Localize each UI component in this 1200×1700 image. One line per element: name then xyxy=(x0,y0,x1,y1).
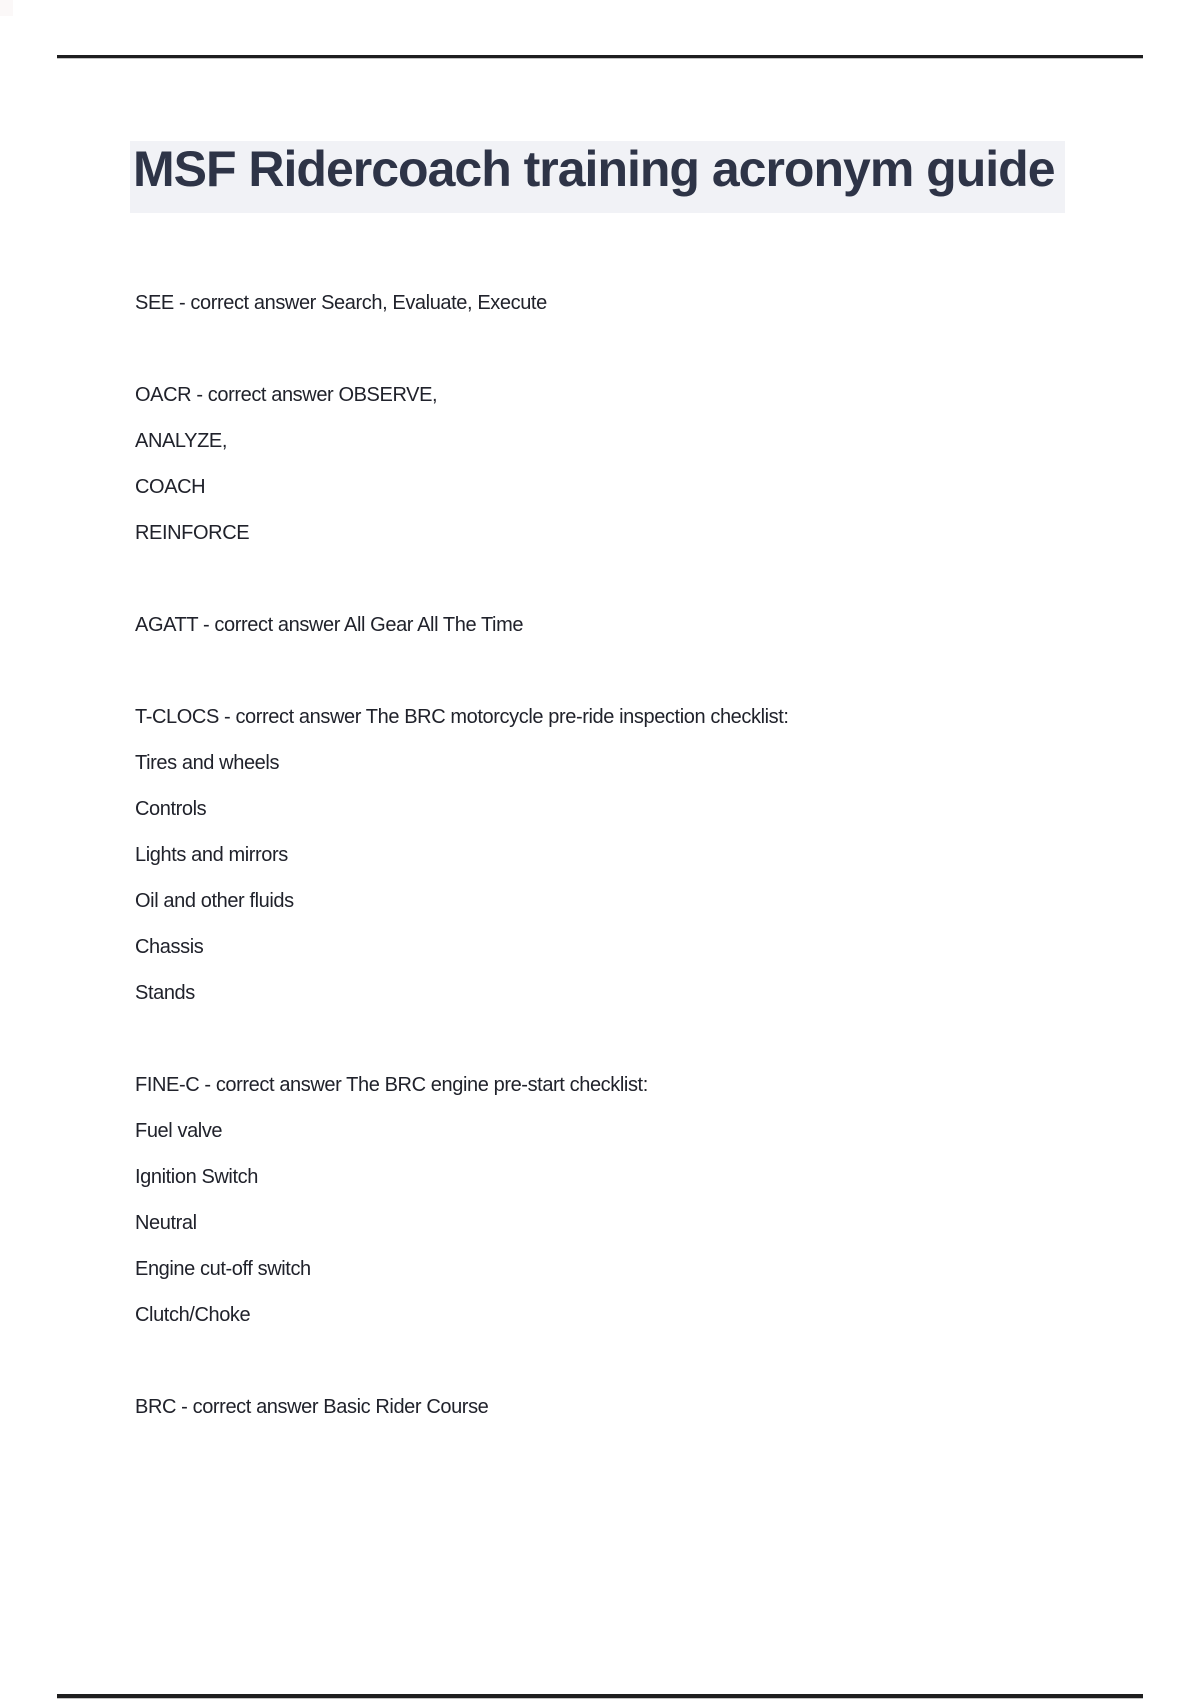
qa-block-see xyxy=(135,280,1140,326)
answer-line: FINE-C - correct answer The BRC engine pre-start checklist: xyxy=(135,1074,648,1096)
answer-line: SEE - correct answer Search, Evaluate, Execute xyxy=(135,292,547,314)
list-line: Clutch/Choke xyxy=(135,1304,251,1326)
answer-line: T-CLOCS - correct answer The BRC motorcycle pre-ride inspection checklist: xyxy=(135,706,789,728)
page-title xyxy=(130,141,1065,213)
list-line: Stands xyxy=(135,982,195,1004)
list-line: COACH xyxy=(135,476,206,498)
list-line: Lights and mirrors xyxy=(135,844,288,866)
list-line: Controls xyxy=(135,798,207,820)
list-line: Tires and wheels xyxy=(135,752,280,774)
list-line: Chassis xyxy=(135,936,204,958)
answer-line: OACR - correct answer OBSERVE, xyxy=(135,384,438,406)
list-line: Neutral xyxy=(135,1212,197,1234)
qa-block-oacr xyxy=(135,372,1140,556)
list-line: Ignition Switch xyxy=(135,1166,258,1188)
qa-block-finec xyxy=(135,1062,1140,1338)
list-line: ANALYZE, xyxy=(135,430,228,452)
document-body xyxy=(135,280,1140,1430)
answer-line: AGATT - correct answer All Gear All The Time xyxy=(135,614,524,636)
list-line: REINFORCE xyxy=(135,522,250,544)
qa-block-tclocs xyxy=(135,694,1140,1016)
list-line: Oil and other fluids xyxy=(135,890,294,912)
scan-artifact xyxy=(0,0,13,16)
list-line: Fuel valve xyxy=(135,1120,223,1142)
qa-block-agatt xyxy=(135,602,1140,648)
qa-block-brc xyxy=(135,1384,1140,1430)
bottom-rule xyxy=(57,1694,1143,1698)
top-rule xyxy=(57,55,1143,58)
list-line: Engine cut-off switch xyxy=(135,1258,311,1280)
answer-line: BRC - correct answer Basic Rider Course xyxy=(135,1396,489,1418)
page-title-text: MSF Ridercoach training acronym guide xyxy=(133,141,1055,197)
